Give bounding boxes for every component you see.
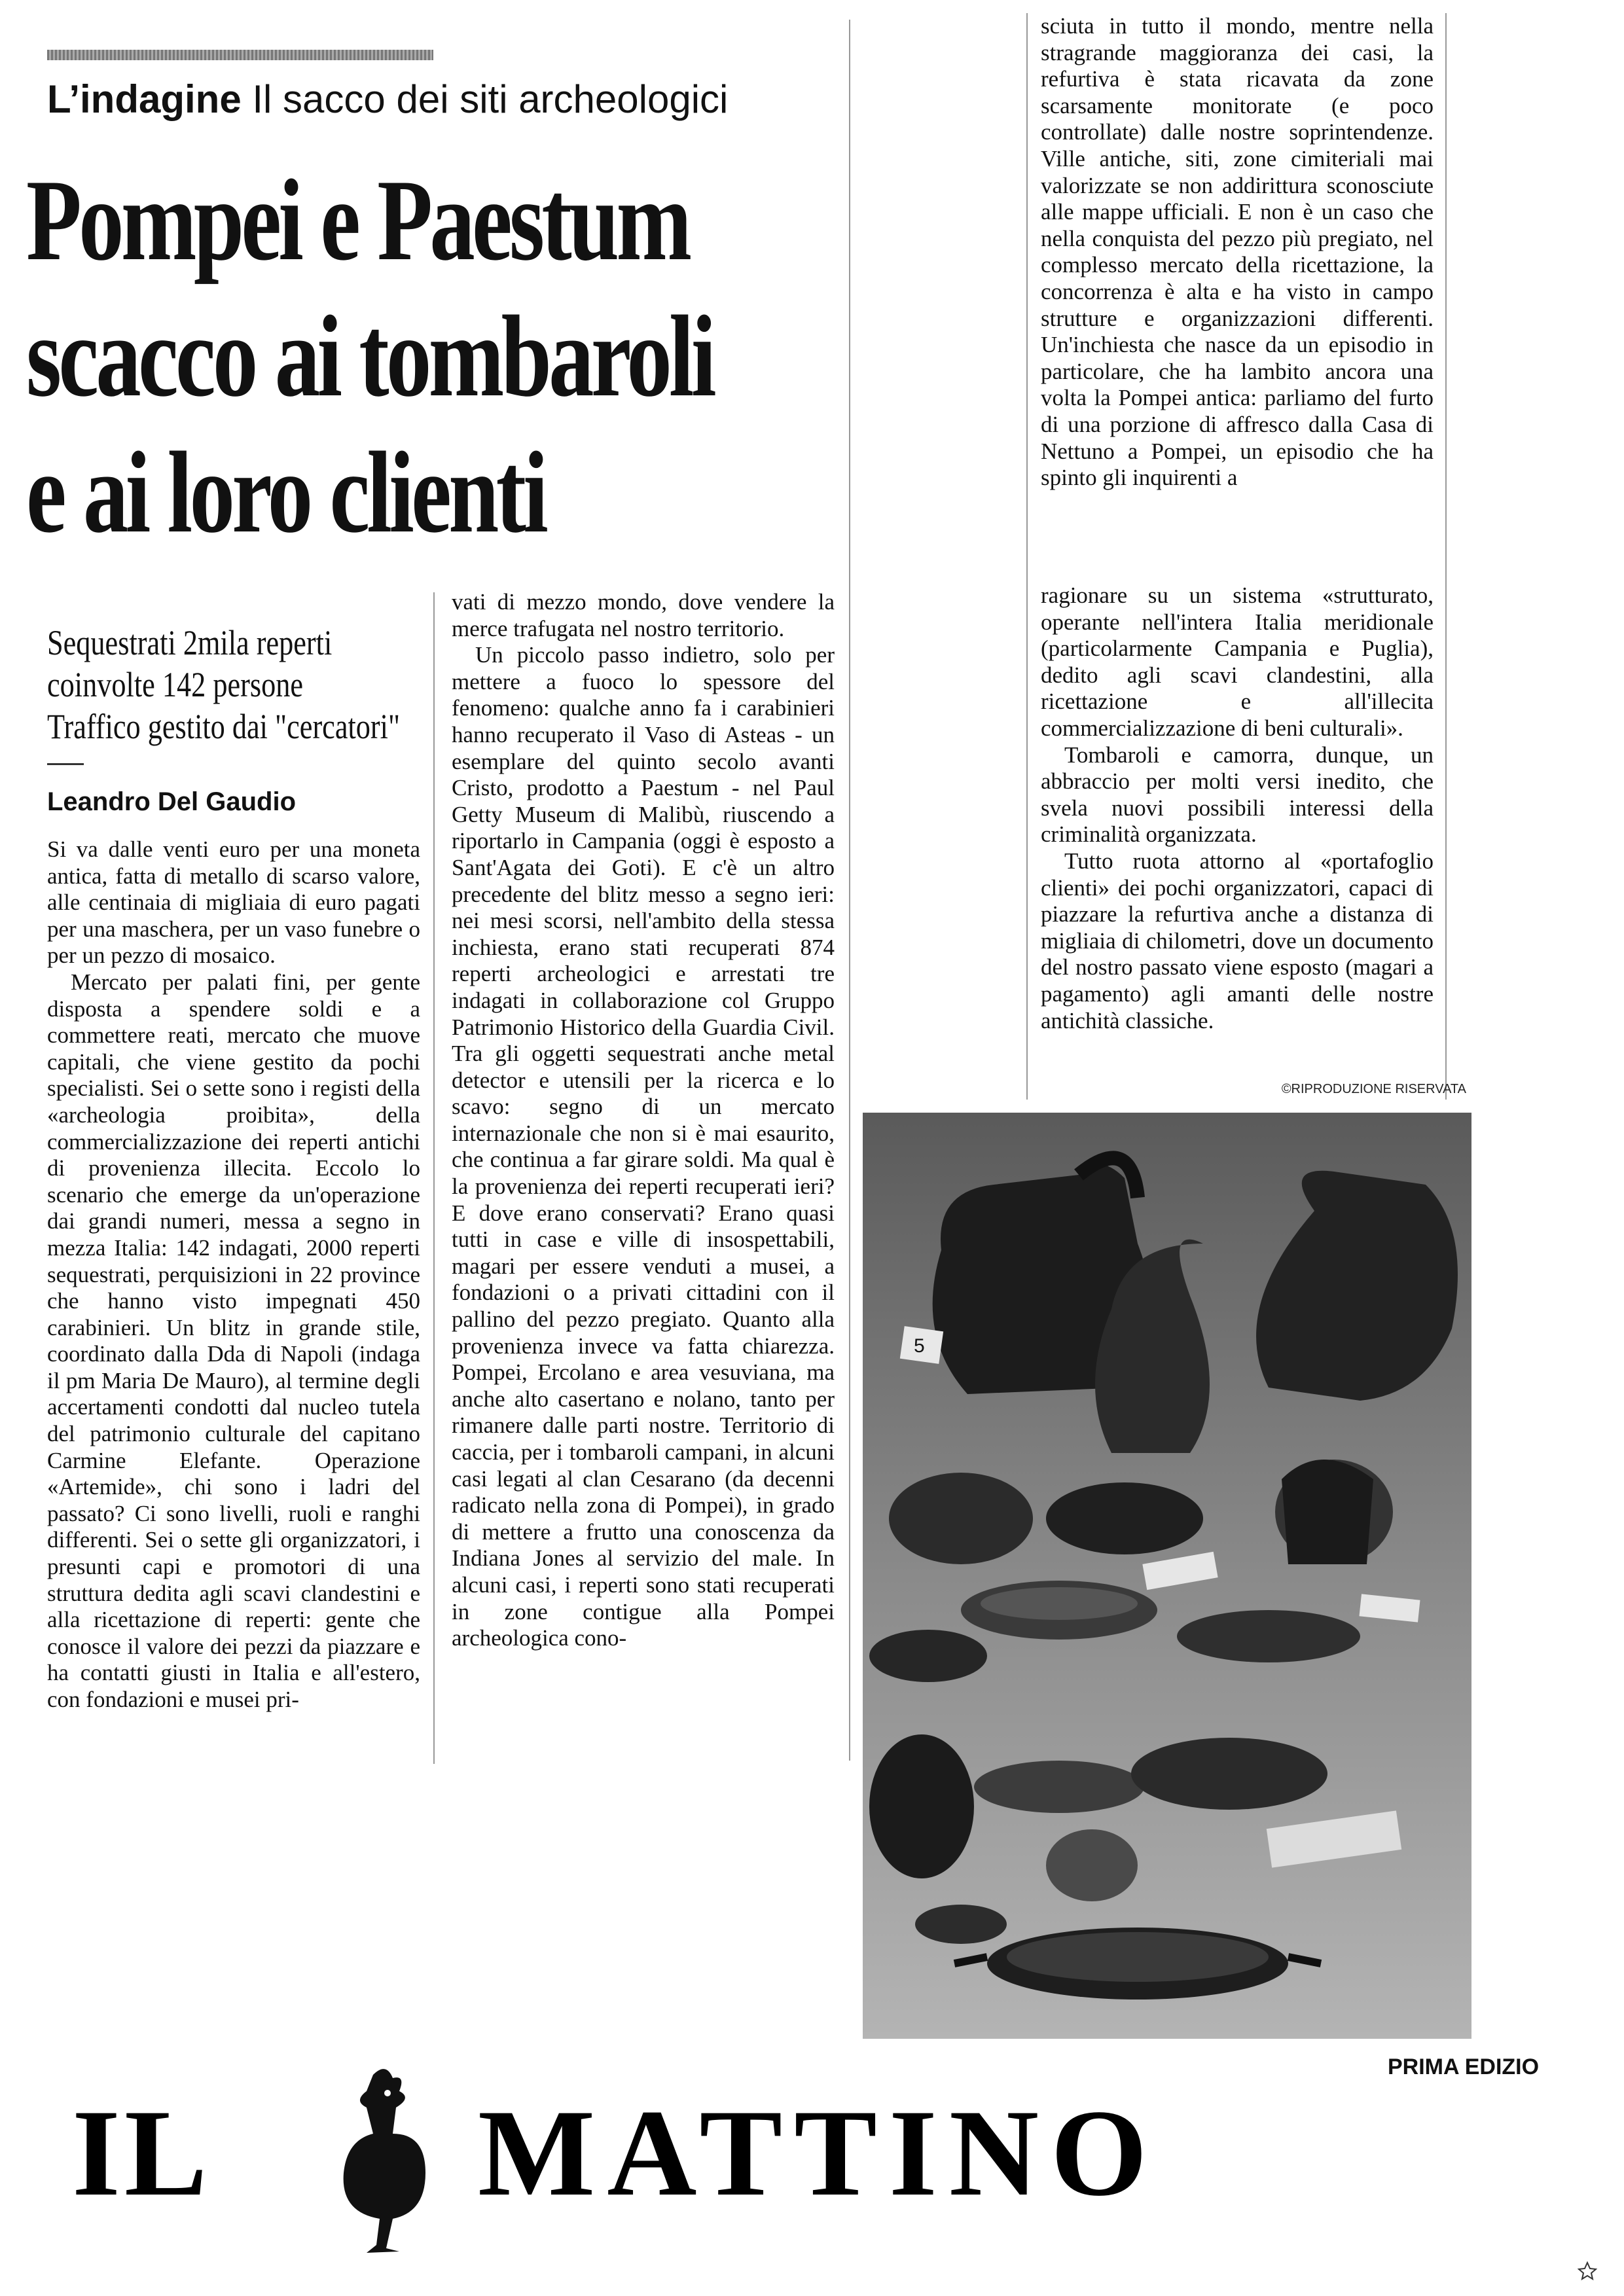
- section-rule: [47, 50, 433, 60]
- masthead-right: MATTINO: [478, 2085, 1159, 2222]
- subheadline: [47, 622, 412, 747]
- column-divider: [1445, 13, 1447, 1100]
- column-divider: [1026, 13, 1028, 1100]
- article-column-1: [47, 836, 420, 1713]
- star-icon: [1578, 2261, 1597, 2281]
- kicker-text: Il sacco dei siti archeologici: [252, 77, 729, 121]
- article-column-2: [452, 589, 835, 1652]
- masthead-left: IL: [72, 2085, 211, 2222]
- byline-rule: [47, 763, 84, 765]
- paragraph: vati di mezzo mondo, dove vendere la merce trafugata nel nostro territorio.: [452, 589, 835, 641]
- paragraph: ragionare su un sistema «strutturato, operante nell'intera Italia meridionale (particolarmente Campania e Puglia), dedito agli scavi clandestini, alla ricettazione e all'illecita commercializzazione di beni culturali».: [1041, 583, 1434, 741]
- paragraph: Si va dalle venti euro per una moneta antica, fatta di metallo di scarso valore, alle centinaia di migliaia di euro pagati per una maschera, per un vaso funebre o per un pezzo di mosaico.: [47, 836, 420, 969]
- paragraph: Un piccolo passo indietro, solo per mettere a fuoco lo spessore del fenomeno: qualche anno fa i carabinieri hanno recuperato il Vaso di Asteas - un esemplare del quinto secolo avanti Cristo, prodotto a Paestum - nel Paul Getty Museum di Malibù, riuscendo a riportarlo in Campania (oggi è esposto a Sant'Agata dei Goti). E c'è un altro precedente del blitz messo a segno ieri: nei mesi scorsi, nell'ambito della stessa inchiesta, erano stati recuperati 874 reperti archeologici e arrestati tre indagati in collaborazione col Gruppo Patrimonio Historico della Guardia Civil. Tra gli oggetti sequestrati anche metal detector e utensili per la ricerca e lo scavo: segno di un mercato internazionale che non si è mai esaurito, che continua a far girare soldi. Ma qual è la provenienza dei reperti recuperati ieri? E dove erano conservati? Erano quasi tutti in case e ville di insospettabili, magari per essere venduti a musei, a fondazioni o a privati cittadini con il pallino del pezzo pregiato. Quanto alla provenienza invece va fatta chiarezza. Pompei, Ercolano e area vesuviana, ma anche alto casertano e nolano, tanto per rimanere dalle parti nostre. Territorio di caccia, per i tombaroli campani, in alcuni casi legati al clan Cesarano (da decenni radicato nella zona di Pompei), in grado di mettere a frutto una conoscenza da Indiana Jones al servizio del male. In alcuni casi, i reperti sono stati recuperati in zone contigue alla Pompei archeologica cono-: [452, 642, 835, 1651]
- vases-illustration: [863, 1113, 1471, 2039]
- subhead-line: Traffico gestito dai "cercatori": [47, 707, 401, 746]
- artifacts-photo: [863, 1113, 1471, 2039]
- newspaper-masthead: [72, 2085, 1564, 2222]
- article-column-3-top: [1041, 13, 1434, 492]
- paragraph: sciuta in tutto il mondo, mentre nella stragrande maggioranza dei casi, la refurtiva è stata ricavata da zone scarsamente monitorate (e poco controllate) dalle nostre soprintendenze. Ville antiche, siti, zone cimiteriali mai valorizzate se non addirittura sconosciute alle mappe ufficiali. E non è un caso che nella conquista del pezzo più pregiato, nel complesso mercato della ricettazione, la concorrenza è alta e ha visto in campo strutture e organizzazioni differenti. Un'inchiesta che nasce da un episodio in particolare, che ha lambito ancora una volta la Pompei antica: parliamo del furto di una porzione di affresco dalla Casa di Nettuno a Pompei, un episodio che ha spinto gli inquirenti a: [1041, 13, 1434, 491]
- headline-line: scacco ai tombaroli: [26, 291, 713, 421]
- subhead-line: Sequestrati 2mila reperti: [47, 623, 333, 662]
- paragraph: Tombaroli e camorra, dunque, un abbraccio per molti versi inedito, che svela nuovi possibili interessi della criminalità organizzata.: [1041, 742, 1434, 848]
- photo-label-tag: 5: [914, 1335, 925, 1357]
- headline: [26, 152, 838, 560]
- column-divider: [849, 20, 850, 1761]
- edition-label: PRIMA EDIZIO: [1388, 2054, 1540, 2079]
- rooster-icon: [327, 2062, 432, 2258]
- kicker-label: L’indagine: [47, 77, 242, 121]
- kicker: [47, 73, 806, 126]
- headline-line: Pompei e Paestum: [26, 155, 689, 285]
- byline: Leandro Del Gaudio: [47, 787, 297, 816]
- paragraph: Tutto ruota attorno al «portafoglio clienti» dei pochi organizzatori, capaci di piazzare la refurtiva anche a distanza di migliaia di chilometri, dove un documento del nostro passato viene esposto (magari a pagamento) agli amanti delle nostre antichità classiche.: [1041, 848, 1434, 1033]
- headline-line: e ai loro clienti: [26, 427, 546, 557]
- paragraph: Mercato per palati fini, per gente disposta a spendere soldi e a commettere reati, mercato che muove capitali, che viene gestito da pochi specialisti. Sei o sette sono i registi della «archeologia proibita», della commercializzazione dei reperti antichi di provenienza illecita. Eccolo lo scenario che emerge da un'operazione dai grandi numeri, messa a segno in mezza Italia: 142 indagati, 2000 reperti sequestrati, perquisizioni in 22 province che hanno visto impegnati 450 carabinieri. Un blitz in grande stile, coordinato dalla Dda di Napoli (indaga il pm Maria De Mauro), al termine degli accertamenti condotti dal nucleo tutela del patrimonio culturale del capitano Carmine Elefante. Operazione «Artemide», chi sono i ladri del passato? Ci sono livelli, ruoli e ranghi differenti. Sei o sette gli organizzatori, i presunti capi e promotori di una struttura dedita agli scavi clandestini e alla ricettazione di reperti: gente che conosce il valore dei pezzi da piazzare e ha contatti giusti in Italia e all'estero, con fondazioni e musei pri-: [47, 969, 420, 1712]
- subhead-line: coinvolte 142 persone: [47, 665, 304, 704]
- column-divider: [433, 592, 435, 1764]
- copyright-notice: ©RIPRODUZIONE RISERVATA: [1281, 1082, 1466, 1096]
- article-column-3-bottom: [1041, 583, 1434, 1034]
